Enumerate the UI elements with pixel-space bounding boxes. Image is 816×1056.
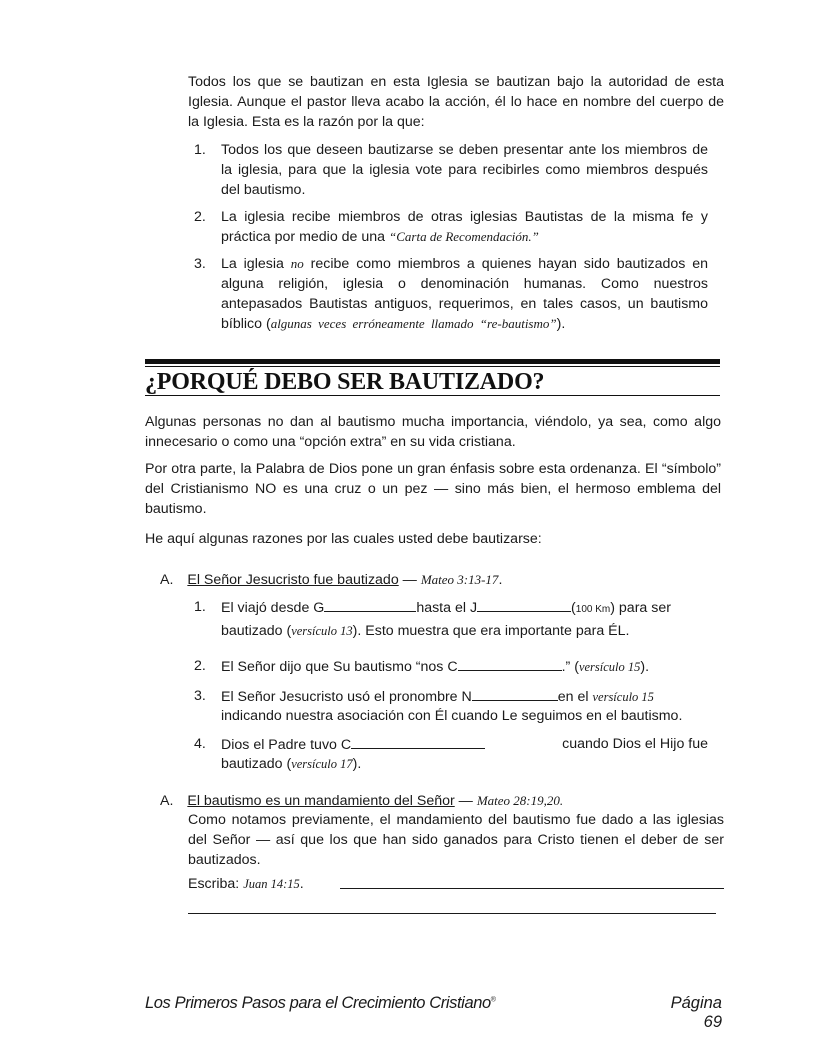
write-line-2[interactable] [188, 913, 716, 914]
write-prompt: Escriba: Juan 14:15. [188, 876, 304, 892]
section-b-header: A. El bautismo es un mandamiento del Señor — Mateo 28:19,20. [160, 793, 564, 809]
intro-paragraph: Todos los que se bautizan en esta Iglesia se bautizan bajo la autoridad de esta Iglesia. Aunque el pastor lleva acabo la acción, él lo hace en nombre del cuerpo de la Iglesia. Esta es la razón por la que: [188, 74, 724, 130]
paragraph-1: Algunas personas no dan al bautismo mucha importancia, viéndolo, ya sea, como algo innecesario o como una “opción extra” en su vida cristiana. [145, 414, 721, 450]
fill-blank-c2[interactable] [351, 734, 485, 749]
reason-text: La iglesia recibe miembros de otras iglesias Bautistas de la misma fe y práctica por medio de una “Carta de Recomendación.” [221, 209, 708, 245]
section-b-reference: Mateo 28:19,20. [476, 793, 564, 808]
section-a-reference: Mateo 3:13-17 [420, 572, 499, 587]
footer-title: Los Primeros Pasos para el Crecimiento Cristiano® [145, 994, 496, 1012]
page-number: Página 69 [670, 994, 722, 1031]
fill-blank-g[interactable] [324, 597, 416, 612]
reason-text: La iglesia no recibe como miembros a quienes hayan sido bautizados en alguna religión, iglesia o denominación humanas. Como nuestros antepasados Bautistas antiguos, requerimos, en tales casos, un bautismo bíblico (algunas veces erróneamente llamado “re-bautismo”). [221, 256, 708, 332]
section-b-text: Como notamos previamente, el mandamiento del bautismo fue dado a las iglesias del Señor — así que los que han sido ganados para Cristo tienen el deber de ser bautizados. [188, 812, 724, 868]
paragraph-2: Por otra parte, la Palabra de Dios pone un gran énfasis sobre esta ordenanza. El “símbolo” del Cristianismo NO es una cruz o un pez — sino más bien, el hermoso emblema del bautismo. [145, 461, 721, 517]
reason-text: Todos los que deseen bautizarse se deben presentar ante los miembros de la iglesia, para que la iglesia vote para recibirles como miembros después del bautismo. [221, 142, 708, 198]
fill-blank-c1[interactable] [458, 656, 562, 671]
carta-reference: “Carta de Recomendación.” [389, 229, 539, 244]
heading-underline [145, 395, 720, 396]
section-a-title: El Señor Jesucristo fue bautizado [187, 572, 399, 588]
write-line-1[interactable] [340, 888, 724, 889]
section-b-title: El bautismo es un mandamiento del Señor [187, 793, 455, 809]
heading-top-rule-thick [145, 359, 720, 364]
paragraph-3: He aquí algunas razones por las cuales usted debe bautizarse: [145, 531, 542, 547]
section-heading: ¿PORQUÉ DEBO SER BAUTIZADO? [145, 369, 545, 395]
section-a-header: A. El Señor Jesucristo fue bautizado — Mateo 3:13-17. [160, 572, 503, 588]
fill-blank-n[interactable] [472, 686, 558, 701]
fill-blank-j[interactable] [477, 597, 571, 612]
heading-top-rule-thin [145, 366, 720, 367]
